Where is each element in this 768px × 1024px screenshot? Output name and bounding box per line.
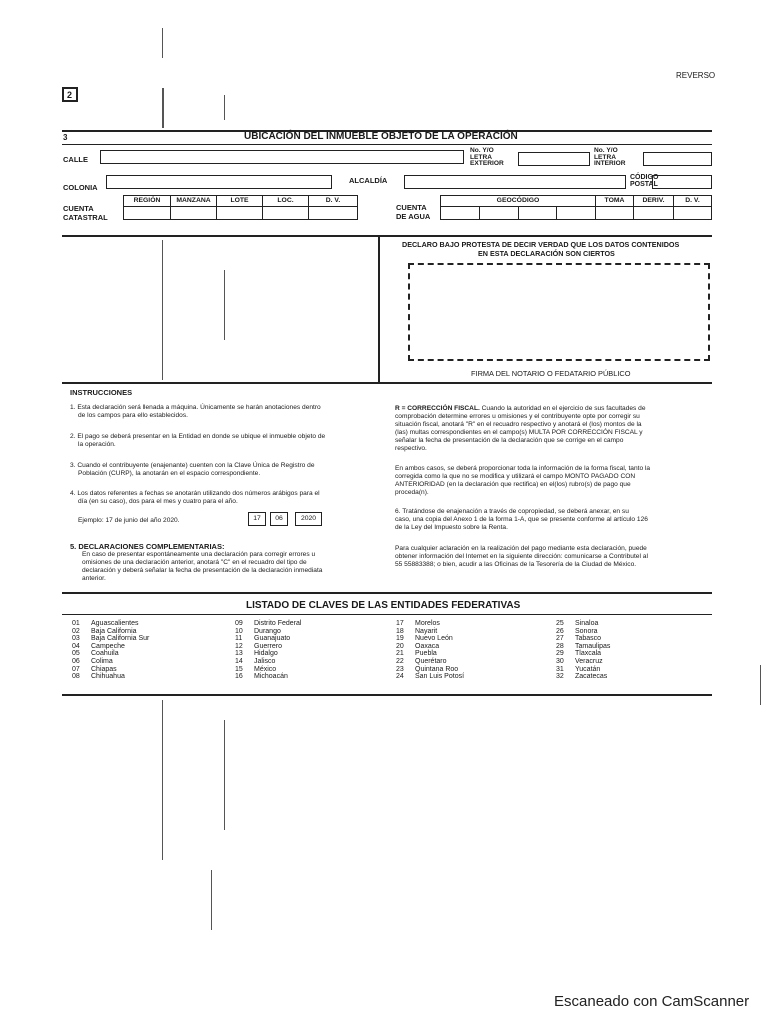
entity-name: Nuevo León (415, 635, 453, 643)
section-bottom-rule (62, 235, 712, 237)
ambos-casos (395, 465, 701, 497)
entity-code: 03 (72, 635, 80, 643)
no-exterior-field[interactable] (518, 152, 590, 166)
entity-name: Tabasco (575, 635, 602, 643)
entity-code: 07 (72, 665, 80, 673)
entity-code: 31 (556, 665, 564, 673)
no-exterior-line: EXTERIOR (470, 160, 504, 168)
entity-name: Guanajuato (254, 635, 291, 643)
geocodigo-digit-field[interactable] (518, 206, 557, 220)
instruction-line (395, 405, 701, 413)
correccion-fiscal (395, 405, 701, 453)
entity-row (396, 650, 464, 658)
catastral-manzana-field[interactable] (170, 206, 217, 220)
instruction-line: proceda(n). (395, 489, 429, 496)
catastral-loc-field[interactable] (262, 206, 309, 220)
entity-row (235, 643, 301, 651)
entity-row (235, 635, 301, 643)
entity-name: Chihuahua (91, 673, 125, 681)
entity-name: Distrito Federal (254, 620, 302, 627)
entity-row (556, 620, 610, 628)
entity-row (235, 650, 301, 658)
example-label: Ejemplo: 17 de junio del año 2020. (78, 517, 180, 524)
entity-code: 32 (556, 673, 564, 681)
instruction-line: Para cualquier aclaración en la realización del pago mediante esta declaración, puede (395, 545, 647, 552)
toma-field[interactable] (595, 206, 634, 220)
instruction-line: de la Ley del Impuesto sobre la Renta. (395, 524, 508, 531)
entity-code: 11 (235, 635, 243, 643)
page-number: 2 (67, 90, 73, 100)
cuenta-agua-label (396, 203, 430, 221)
agua-col-header: GEOCÓDIGO (440, 195, 596, 207)
no-interior-label (594, 148, 626, 168)
agua-col-header: TOMA (595, 195, 634, 207)
instruction-line: declaración y deberá señalar la fecha de presentación de la declaración inmediata (82, 567, 323, 574)
entity-row (72, 650, 149, 658)
entity-row (72, 666, 149, 674)
entity-code: 01 (72, 620, 80, 627)
instructions-bottom-rule (62, 592, 712, 594)
reverso-label: REVERSO (676, 71, 716, 80)
entity-row (556, 643, 610, 651)
cuenta-agua-line: DE AGUA (396, 212, 431, 221)
entity-name: Yucatán (575, 665, 601, 673)
entity-name: Tamaulipas (575, 642, 611, 650)
instruction-5 (82, 551, 380, 583)
instruction-line: (las) multas correspondientes en el campo(s) MULTA POR CORRECCIÓN FISCAL y (395, 429, 643, 436)
instruction-line: corregida como la que no se modifica y utilizará el campo MONTO PAGADO CON (395, 473, 636, 480)
instruction-line: 55 55883388; o bien, acudir a las Oficinas de la Tesorería de la Ciudad de México. (395, 561, 637, 568)
instruction-1 (70, 404, 380, 420)
entity-row (396, 635, 464, 643)
scan-artifact-line (162, 700, 163, 860)
entity-name: Nayarit (415, 627, 438, 635)
entity-code: 27 (556, 635, 564, 643)
instruction-line: 3. Cuando el contribuyente (enajenante) cuenten con la Clave Única de Registro de (70, 462, 315, 469)
entity-code: 26 (556, 627, 564, 635)
instructions-title: INSTRUCCIONES (70, 388, 133, 397)
scan-artifact-line (224, 95, 225, 120)
entity-code: 20 (396, 642, 404, 650)
entity-row (235, 666, 301, 674)
instruction-line: día (en su caso), dos para el mes y cuatro para el año. (78, 498, 238, 505)
entity-row (396, 658, 464, 666)
entity-row (556, 658, 610, 666)
entities-column (72, 620, 149, 681)
signature-box[interactable] (408, 263, 710, 361)
catastral-col-header: MANZANA (170, 195, 217, 207)
entity-code: 22 (396, 657, 404, 665)
no-exterior-line: LETRA (470, 153, 492, 161)
entity-name: Veracruz (575, 657, 603, 665)
entity-row (72, 635, 149, 643)
entity-row (396, 673, 464, 681)
entity-row (72, 620, 149, 628)
instruction-line: Población (CURP), la anotarán en el espacio correspondiente. (78, 470, 261, 477)
entity-name: Sonora (575, 627, 598, 635)
no-interior-line: INTERIOR (594, 160, 626, 168)
entity-name: Hidalgo (254, 650, 278, 658)
entity-code: 05 (72, 650, 80, 658)
entities-column (396, 620, 464, 681)
instruction-line: respectivo. (395, 445, 427, 452)
entity-name: Durango (254, 627, 281, 635)
instruction-line: anterior. (82, 575, 106, 582)
entity-code: 15 (235, 665, 243, 673)
declaration-line-1: DECLARO BAJO PROTESTA DE DECIR VERDAD QUE LOS DATOS CONTENIDOS (402, 240, 680, 249)
contact-info (395, 545, 701, 569)
entity-row (72, 643, 149, 651)
example-day-box: 17 (248, 512, 266, 526)
entity-code: 28 (556, 642, 564, 650)
catastral-col-header: REGIÓN (123, 195, 171, 207)
entity-row (556, 666, 610, 674)
entity-name: Coahuila (91, 650, 119, 658)
entity-row (235, 620, 301, 628)
entity-code: 23 (396, 665, 404, 673)
entity-row (72, 658, 149, 666)
entity-code: 30 (556, 657, 564, 665)
instruction-line: comprobación determine errores u omisiones y el contribuyente opte por corregir su (395, 413, 640, 420)
calle-label: CALLE (63, 155, 88, 164)
entities-bottom-rule (62, 694, 712, 696)
instruction-line: ANTERIORIDAD (en la declaración que rectifica) en el(los) rubro(s) de pago que (395, 481, 631, 488)
entities-column (235, 620, 301, 681)
geocodigo-digit-field[interactable] (479, 206, 519, 220)
no-interior-field[interactable] (643, 152, 712, 166)
instruction-line: situación fiscal, anotará "R" en el recuadro respectivo y anotará el (los) montos de la (395, 421, 642, 428)
page-number-box (62, 87, 78, 102)
entity-row (235, 658, 301, 666)
instruction-line: 2. El pago se deberá presentar en la Entidad en donde se ubique el inmueble objeto de (70, 433, 326, 440)
catastral-col-header: D. V. (308, 195, 358, 207)
instruction-line: En caso de presentar espontáneamente una declaración para corregir errores u (82, 551, 316, 558)
codigo-postal-line: CÓDIGO (630, 174, 659, 181)
entities-title: LISTADO DE CLAVES DE LAS ENTIDADES FEDERATIVAS (246, 600, 521, 611)
entity-row (72, 628, 149, 636)
codigo-postal-line: POSTAL (630, 181, 658, 188)
scan-artifact-line (224, 270, 225, 340)
cuenta-agua-line: CUENTA (396, 203, 427, 212)
instruction-line: de los campos para ello establecidos. (78, 412, 188, 419)
cuenta-catastral-label (63, 204, 108, 222)
instruction-line: 6. Tratándose de enajenación a través de copropiedad, se deberá anexar, en su (395, 508, 629, 515)
agua-dv-field[interactable] (673, 206, 712, 220)
no-exterior-label (470, 148, 504, 168)
entity-code: 25 (556, 620, 564, 627)
entity-name: Michoacán (254, 673, 288, 681)
entity-code: 06 (72, 657, 80, 665)
entity-name: Chiapas (91, 665, 117, 673)
alcaldia-label: ALCALDÍA (349, 176, 388, 185)
geocodigo-digit-field[interactable] (556, 206, 596, 220)
entity-name: México (254, 665, 277, 673)
deriv-field[interactable] (633, 206, 674, 220)
entity-row (396, 628, 464, 636)
entity-code: 02 (72, 627, 80, 635)
scan-artifact-line (211, 870, 212, 930)
entity-row (396, 666, 464, 674)
catastral-lote-field[interactable] (216, 206, 263, 220)
scan-artifact-line (162, 88, 164, 128)
entity-code: 18 (396, 627, 404, 635)
entity-code: 09 (235, 620, 243, 627)
no-interior-line: LETRA (594, 153, 616, 161)
entity-name: Campeche (91, 642, 125, 650)
entities-column (556, 620, 610, 681)
agua-col-header: DERIV. (633, 195, 674, 207)
agua-col-header: D. V. (673, 195, 712, 207)
instruction-line: 1. Esta declaración será llenada a máquina. Únicamente se harán anotaciones dentro (70, 404, 321, 411)
entity-name: Sinaloa (575, 620, 599, 627)
entity-name: Aguascalientes (91, 620, 139, 627)
entity-row (556, 628, 610, 636)
instruction-line: caso, una copia del Anexo 1 de la forma 1-A, que se presente conforme al artículo 126 (395, 516, 648, 523)
correccion-fiscal-title: R = CORRECCIÓN FISCAL. (395, 405, 480, 412)
declaration-line-2: EN ESTA DECLARACIÓN SON CIERTOS (478, 249, 615, 258)
entity-name: Puebla (415, 650, 437, 658)
entity-code: 24 (396, 673, 404, 681)
entity-name: Guerrero (254, 642, 283, 650)
camscanner-watermark: Escaneado con CamScanner (554, 993, 750, 1010)
geocodigo-digit-field[interactable] (440, 206, 480, 220)
signature-divider (378, 236, 380, 382)
alcaldia-field[interactable] (404, 175, 626, 189)
entity-code: 12 (235, 642, 243, 650)
no-interior-line: No. Y/O (594, 147, 618, 154)
entity-code: 21 (396, 650, 404, 658)
catastral-dv-field[interactable] (308, 206, 358, 220)
entity-name: Quintana Roo (415, 665, 459, 673)
signature-label: FIRMA DEL NOTARIO O FEDATARIO PÚBLICO (471, 369, 631, 378)
entities-title-rule (62, 614, 712, 615)
entity-code: 19 (396, 635, 404, 643)
entity-code: 14 (235, 657, 243, 665)
instruction-line: obtener información del Internet en la siguiente dirección: comunicarse a Contributel al (395, 553, 648, 560)
cuenta-catastral-line: CUENTA (63, 204, 94, 213)
entity-code: 08 (72, 673, 80, 681)
section-title: UBICACIÓN DEL INMUEBLE OBJETO DE LA OPERACIÓN (244, 131, 518, 142)
instruction-line: En ambos casos, se deberá proporcionar toda la información de la forma fiscal, tanto la (395, 465, 651, 472)
correccion-fiscal-text: Cuando la autoridad en el ejercicio de sus facultades de (481, 405, 646, 412)
instructions-top-rule (62, 382, 712, 384)
entity-name: San Luis Potosí (415, 673, 465, 681)
instruction-4 (70, 490, 380, 506)
entity-code: 10 (235, 627, 243, 635)
entity-name: Zacatecas (575, 673, 608, 681)
instruction-line: la operación. (78, 441, 116, 448)
instruction-line: señalar la fecha de presentación de la declaración que se corrige en el campo (395, 437, 624, 444)
section-title-rule (62, 144, 712, 145)
entity-row (396, 643, 464, 651)
instruction-2 (70, 433, 380, 449)
instruction-5-title: 5. DECLARACIONES COMPLEMENTARIAS: (70, 542, 225, 551)
colonia-label: COLONIA (63, 183, 98, 192)
codigo-postal-field[interactable] (652, 175, 712, 189)
example-year-box: 2020 (295, 512, 322, 526)
entity-row (556, 673, 610, 681)
entity-name: Querétaro (415, 657, 447, 665)
section-number: 3 (63, 133, 68, 142)
entity-code: 13 (235, 650, 243, 658)
entity-row (396, 620, 464, 628)
entity-code: 04 (72, 642, 80, 650)
instruction-line: 4. Los datos referentes a fechas se anotarán utilizando dos números arábigos para el (70, 490, 320, 497)
entity-name: Oaxaca (415, 642, 440, 650)
entity-name: Morelos (415, 620, 440, 627)
cuenta-catastral-line: CATASTRAL (63, 213, 108, 222)
no-exterior-line: No. Y/O (470, 147, 494, 154)
instruction-3 (70, 462, 380, 478)
scan-artifact-line (224, 720, 225, 830)
instruction-6 (395, 508, 701, 532)
catastral-col-header: LOTE (216, 195, 263, 207)
entity-name: Jalisco (254, 657, 276, 665)
scan-artifact-line (162, 240, 163, 380)
calle-field[interactable] (100, 150, 464, 164)
example-month-box: 06 (270, 512, 288, 526)
entity-row (235, 673, 301, 681)
colonia-field[interactable] (106, 175, 332, 189)
entity-code: 16 (235, 673, 243, 681)
entity-code: 29 (556, 650, 564, 658)
catastral-region-field[interactable] (123, 206, 171, 220)
entity-name: Baja California (91, 627, 137, 635)
catastral-col-header: LOC. (262, 195, 309, 207)
scan-artifact-line (760, 665, 761, 705)
entity-code: 17 (396, 620, 404, 627)
entity-row (235, 628, 301, 636)
entity-row (556, 635, 610, 643)
scan-artifact-line (162, 28, 163, 58)
entity-name: Colima (91, 657, 113, 665)
entity-row (556, 650, 610, 658)
entity-name: Baja California Sur (91, 635, 150, 643)
instruction-line: omisiones de una declaración anterior, anotará "C" en el recuadro del tipo de (82, 559, 307, 566)
entity-name: Tlaxcala (575, 650, 602, 658)
entity-row (72, 673, 149, 681)
